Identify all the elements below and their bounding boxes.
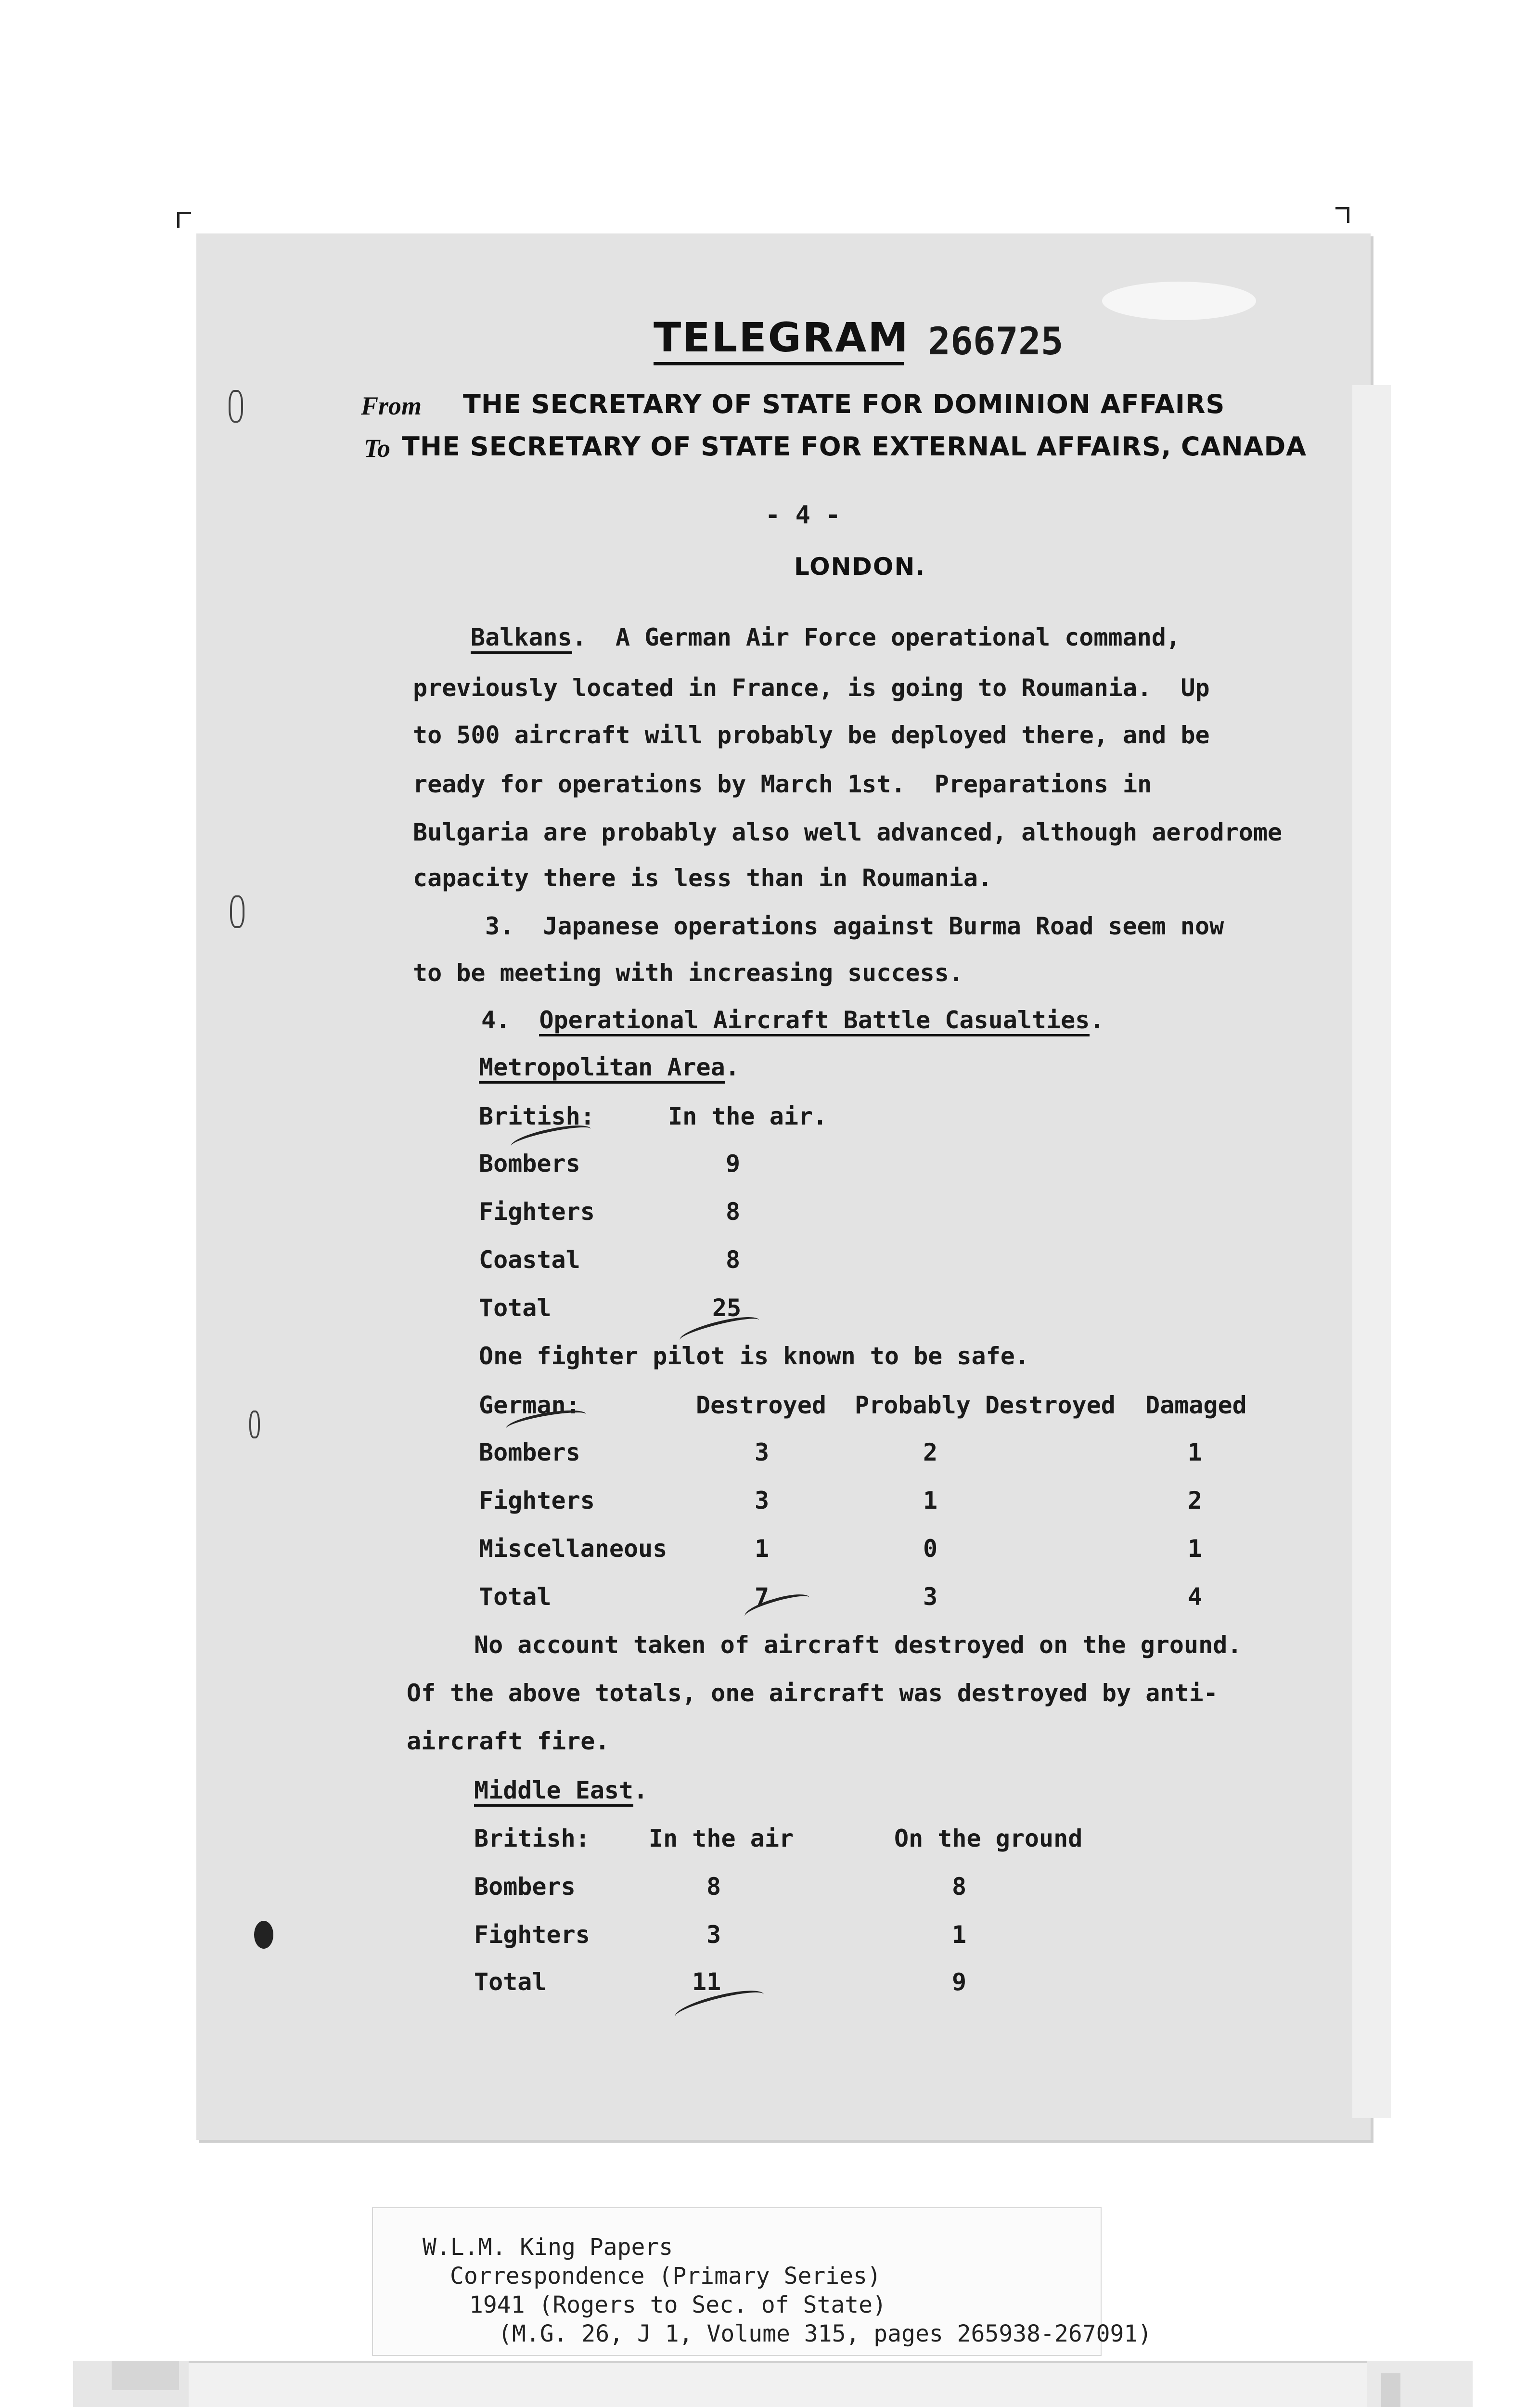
metro-british-col: In the air. [668, 1102, 828, 1130]
crop-mark-top-left [177, 212, 191, 228]
balkans-line: ready for operations by March 1st. Preparations in [413, 770, 1152, 798]
balkans-heading: Balkans [471, 623, 572, 654]
table-header: Probably Destroyed [855, 1391, 1116, 1419]
tape-edge [1381, 2373, 1400, 2407]
table-cell: 3 [755, 1487, 770, 1514]
table-cell: 7 [755, 1583, 770, 1611]
table-row-name: Coastal [479, 1246, 580, 1274]
table-row-name: Miscellaneous [479, 1535, 667, 1563]
table-cell: 1 [923, 1487, 938, 1514]
table-header: Destroyed [696, 1391, 826, 1419]
table-header: On the ground [894, 1825, 1083, 1852]
metro-heading: Metropolitan Area [479, 1053, 725, 1084]
balkans-line: capacity there is less than in Roumania. [413, 864, 993, 892]
table-cell: 1 [1188, 1535, 1203, 1563]
table-cell: 0 [923, 1535, 938, 1563]
para3-line: to be meeting with increasing success. [413, 959, 963, 987]
crop-mark-top-right [1335, 207, 1349, 223]
location: LONDON. [794, 553, 926, 581]
table-cell: 3 [706, 1921, 721, 1949]
table-cell: 9 [952, 1968, 967, 1996]
slip-line: (M.G. 26, J 1, Volume 315, pages 265938-267091) [498, 2320, 1152, 2347]
para3-line: 3. Japanese operations against Burma Road seem now [485, 912, 1224, 940]
table-row-name: Fighters [479, 1487, 595, 1514]
table-cell: 1 [952, 1921, 967, 1949]
table-cell: 1 [1188, 1438, 1203, 1466]
para4-line: 4. Operational Aircraft Battle Casualties. [481, 1006, 1104, 1034]
para4-heading: Operational Aircraft Battle Casualties [539, 1006, 1090, 1036]
table-cell: 8 [706, 1873, 721, 1901]
table-cell: 11 [692, 1968, 721, 1996]
balkans-line: previously located in France, is going to Roumania. Up [413, 674, 1210, 702]
table-cell: 8 [726, 1246, 741, 1274]
note-ground-line: No account taken of aircraft destroyed on the ground. [474, 1631, 1242, 1659]
balkans-line: Bulgaria are probably also well advanced, although aerodrome [413, 818, 1283, 846]
metro-heading-line: Metropolitan Area. [479, 1053, 740, 1081]
table-cell: 1 [755, 1535, 770, 1563]
tape-edge [112, 2361, 179, 2390]
to-label: To [364, 434, 391, 463]
table-cell: 8 [952, 1873, 967, 1901]
from-label: From [361, 391, 422, 420]
me-british-label: British: [474, 1825, 590, 1852]
table-cell: 9 [726, 1150, 741, 1178]
telegram-title: TELEGRAM [654, 314, 910, 361]
table-row-name: Bombers [479, 1150, 580, 1178]
slip-line: Correspondence (Primary Series) [450, 2263, 881, 2290]
note-pilot: One fighter pilot is known to be safe. [479, 1342, 1029, 1370]
table-row-name: Total [479, 1294, 552, 1322]
table-header: In the air [649, 1825, 794, 1852]
table-row-name: Total [474, 1968, 547, 1996]
balkans-line: to 500 aircraft will probably be deployed there, and be [413, 721, 1210, 749]
me-heading: Middle East [474, 1776, 633, 1807]
metro-german-label: German: [479, 1391, 580, 1419]
para4-number: 4. [481, 1006, 511, 1034]
telegram-title-underline [654, 362, 904, 365]
table-row-name: Fighters [474, 1921, 590, 1949]
telegram-number: 266725 [928, 320, 1064, 363]
binder-hole [230, 895, 244, 928]
binder-hole [254, 1921, 273, 1949]
table-row-name: Bombers [479, 1438, 580, 1466]
from-text: THE SECRETARY OF STATE FOR DOMINION AFFAIRS [463, 389, 1225, 419]
binder-hole [229, 390, 243, 423]
table-cell: 25 [712, 1294, 742, 1322]
telegram-sheet-edge [1352, 385, 1391, 2118]
table-header: Damaged [1145, 1391, 1247, 1419]
page-marker: - 4 - [765, 501, 841, 530]
to-text: THE SECRETARY OF STATE FOR EXTERNAL AFFAIRS, CANADA [402, 431, 1307, 462]
paper-stain [1102, 282, 1256, 320]
table-cell: 8 [726, 1198, 741, 1226]
table-cell: 4 [1188, 1583, 1203, 1611]
metro-british-label: British: [479, 1102, 595, 1130]
note-ground-line: Of the above totals, one aircraft was destroyed by anti- [407, 1679, 1218, 1707]
table-cell: 2 [923, 1438, 938, 1466]
note-ground-line: aircraft fire. [407, 1727, 610, 1755]
archive-card [73, 2361, 1473, 2407]
table-row-name: Bombers [474, 1873, 576, 1901]
slip-line: 1941 (Rogers to Sec. of State) [469, 2291, 886, 2318]
binder-hole [249, 1411, 260, 1438]
table-cell: 3 [755, 1438, 770, 1466]
table-row-name: Total [479, 1583, 552, 1611]
table-row-name: Fighters [479, 1198, 595, 1226]
table-cell: 2 [1188, 1487, 1203, 1514]
me-heading-line: Middle East. [474, 1776, 648, 1804]
balkans-line: Balkans. A German Air Force operational command, [471, 623, 1181, 651]
table-cell: 3 [923, 1583, 938, 1611]
slip-line: W.L.M. King Papers [423, 2234, 673, 2261]
